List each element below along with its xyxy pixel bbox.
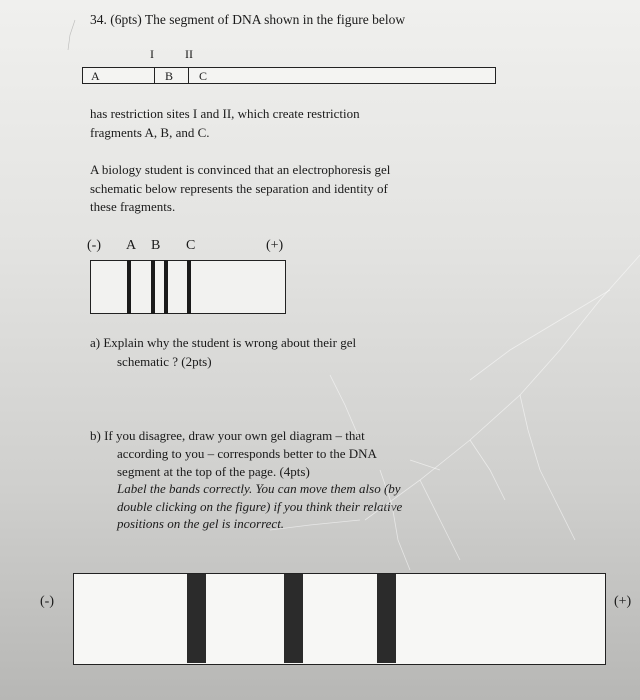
student-line-3: these fragments. [90, 199, 176, 214]
part-b-line-1: b) If you disagree, draw your own gel diagram – that [90, 428, 365, 443]
question-title: 34. (6pts) The segment of DNA shown in the figure below [90, 12, 406, 27]
gel-label-B: B [151, 238, 161, 253]
gel-label-A: A [126, 238, 137, 253]
part-b-line-6: positions on the gel is incorrect. [117, 516, 285, 531]
student-line-2: schematic below represents the separation and identity of [90, 181, 388, 196]
answer-gel-minus-label: (-) [40, 594, 54, 609]
fragment-label-C: C [199, 69, 208, 83]
student-line-1: A biology student is convinced that an electrophoresis gel [90, 162, 391, 177]
answer-gel-plus-label: (+) [614, 594, 632, 609]
gel-label-C: C [186, 238, 196, 253]
site-label-II: II [185, 47, 193, 61]
site-label-I: I [150, 47, 154, 61]
gel-minus-label: (-) [87, 238, 101, 253]
part-b-line-2: according to you – corresponds better to the DNA [117, 446, 377, 461]
intro-line-2: fragments A, B, and C. [90, 125, 210, 140]
fragment-label-A: A [91, 69, 100, 83]
part-b-line-4: Label the bands correctly. You can move them also (by [117, 481, 401, 496]
part-b-line-3: segment at the top of the page. (4pts) [117, 464, 310, 479]
intro-line-1: has restriction sites I and II, which create restriction [90, 106, 360, 121]
gel-plus-label: (+) [266, 238, 284, 253]
fragment-label-B: B [165, 69, 174, 83]
part-a-line-2: schematic ? (2pts) [117, 354, 212, 369]
part-a-line-1: a) Explain why the student is wrong about their gel [90, 335, 357, 350]
part-b-line-5: double clicking on the figure) if you think their relative [117, 499, 403, 514]
